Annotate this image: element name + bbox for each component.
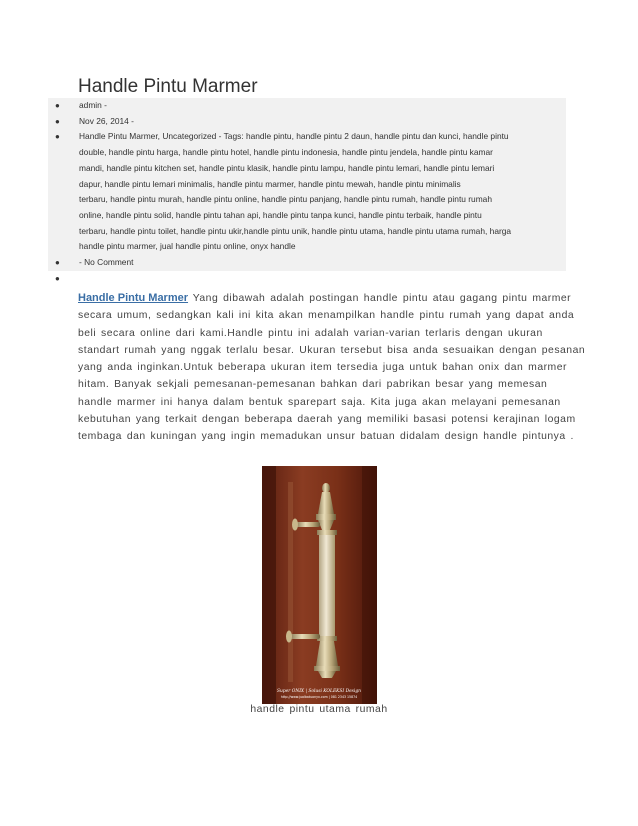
tags-line[interactable]: handle pintu marmer, jual handle pintu online, onyx handle xyxy=(79,241,296,252)
article-line: hitam. Banyak sekjali pemesanan-pemesanan bahkan dari pabrikan besar yang memesan xyxy=(78,379,548,391)
bullet-icon: ● xyxy=(55,132,60,142)
watermark-url: http://www.jualbatuonyx.com | 081 2343 15874 xyxy=(280,695,358,699)
meta-comments xyxy=(48,255,566,271)
page-title: Handle Pintu Marmer xyxy=(78,76,258,97)
meta-date xyxy=(48,114,566,130)
bullet-icon: ● xyxy=(55,116,60,126)
door-handle-photo xyxy=(262,466,377,704)
watermark-text: Super ONIX | Solusi KOLEKSI Design xyxy=(277,689,361,694)
article-line: tembaga dan kuningan yang ingin memadukan unsur batuan didalam design handle pintunya . xyxy=(78,431,574,443)
image-caption: handle pintu utama rumah xyxy=(250,704,388,715)
article-line xyxy=(78,290,572,307)
post-meta-list xyxy=(48,98,566,283)
date-link[interactable]: Nov 26, 2014 - xyxy=(79,115,134,126)
bullet-icon: ● xyxy=(55,101,60,110)
tags-line[interactable]: mandi, handle pintu kitchen set, handle pintu klasik, handle pintu lampu, handle pintu lemari, handle pintu lemari xyxy=(79,162,495,173)
article-text: Yang dibawah adalah postingan handle pintu atau gagang pintu marmer xyxy=(188,293,572,304)
tags-line[interactable]: double, handle pintu harga, handle pintu hotel, handle pintu indonesia, handle pintu jendela, handle pintu kamar xyxy=(79,147,493,158)
article-line: secara umum, sedangkan kali ini kita akan menampilkan handle pintu rumah yang dapat anda xyxy=(78,310,575,322)
article-body xyxy=(78,290,586,446)
tags-line[interactable]: dapur, handle pintu lemari minimalis, handle pintu marmer, handle pintu mewah, handle pintu minimalis xyxy=(79,178,461,189)
comments-link[interactable]: - No Comment xyxy=(79,257,134,268)
tags-line[interactable]: terbaru, handle pintu murah, handle pintu online, handle pintu panjang, handle pintu rumah, handle pintu rumah xyxy=(79,194,493,205)
meta-categories-tags xyxy=(48,129,566,255)
meta-author xyxy=(48,98,566,114)
tags-line[interactable]: terbaru, handle pintu toilet, handle pintu ukir,handle pintu unik, handle pintu utama, handle pintu utama rumah, harga xyxy=(79,225,512,236)
article-line: handle marmer ini hanya dalam bentuk sparepart saja. Kita juga akan melayani pemesanan xyxy=(78,396,561,408)
bullet-icon: ● xyxy=(55,273,60,283)
bullet-icon: ● xyxy=(55,258,60,268)
article-line: standart rumah yang nggak terlalu besar. Ukuran tersebut bisa anda sesuaikan dengan pesanan xyxy=(78,344,586,356)
article-line: beli secara online dari kami.Handle pintu ini adalah varian-varian terlaris dengan ukuran xyxy=(78,327,543,339)
tags-line[interactable]: online, handle pintu solid, handle pintu tahan api, handle pintu tanpa kunci, handle pintu terbaik, handle pintu xyxy=(79,209,482,220)
author-link[interactable]: admin - xyxy=(79,100,107,110)
tags-line[interactable]: Handle Pintu Marmer, Uncategorized - Tags: handle pintu, handle pintu 2 daun, handle pintu dan kunci, handle pintu xyxy=(79,131,509,142)
article-line: yang anda inginkan.Untuk beberapa ukuran item tersedia juga untuk bahan onix dan marmer xyxy=(78,362,567,374)
article-line: kebutuhan yang terkait dengan beberapa daerah yang memiliki basasi potensi kerajinan logam xyxy=(78,414,576,426)
handle-pintu-marmer-link[interactable]: Handle Pintu Marmer xyxy=(78,292,189,304)
